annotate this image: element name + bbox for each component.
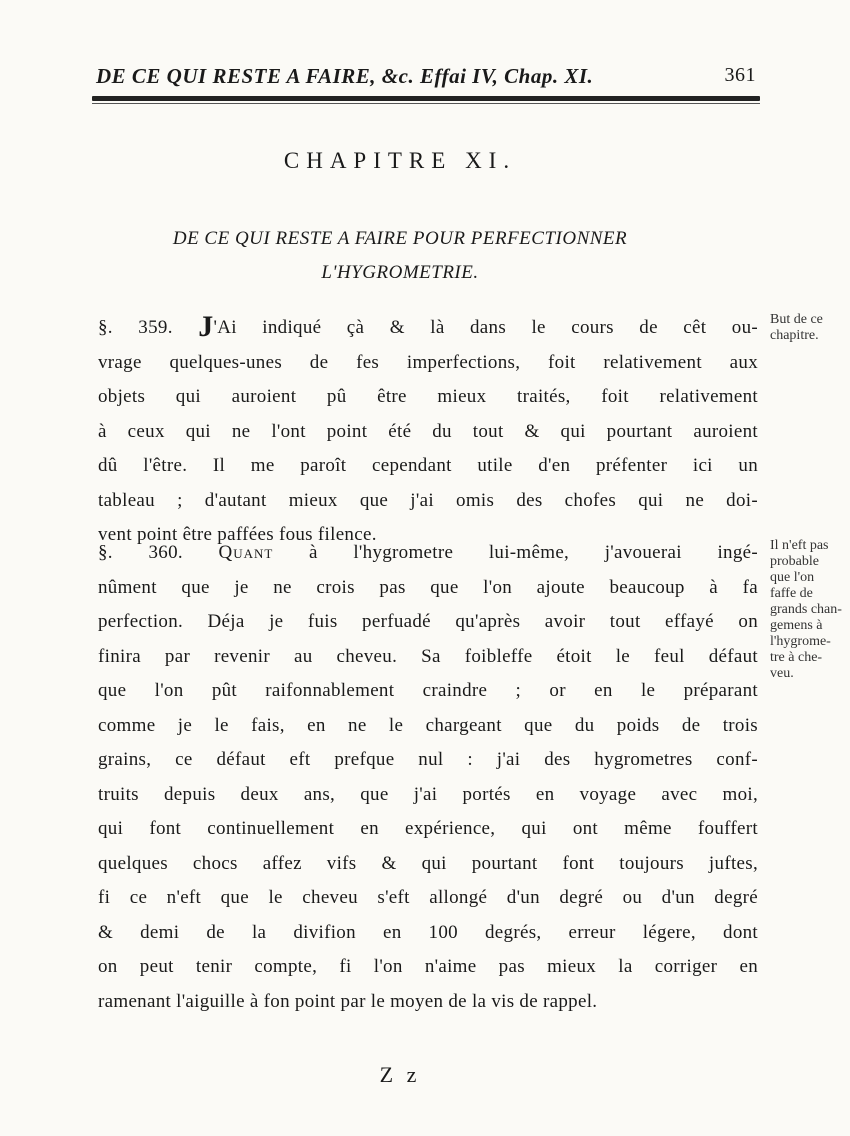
paragraph-359	[98, 310, 758, 553]
paragraph-line: §. 360. Quant à l'hygrometre lui-même, j'avouerai ingé-	[98, 542, 758, 563]
paragraph-line: à ceux qui ne l'ont point été du tout & qui pourtant auroient	[98, 420, 758, 442]
paragraph-line: grains, ce défaut eft prefque nul : j'ai des hygrometres conf-	[98, 749, 758, 770]
section-heading	[0, 222, 800, 290]
paragraph-line: comme je le fais, en ne le chargeant que du poids de trois	[98, 714, 758, 736]
paragraph-line: quelques chocs affez vifs & qui pourtant font toujours juftes,	[98, 852, 758, 874]
paragraph-line: dû l'être. Il me paroît cependant utile d'en préfenter ici un	[98, 455, 758, 476]
paragraph-line: §. 359. J'Ai indiqué çà & là dans le cours de cêt ou-	[98, 310, 758, 343]
margin-note-2: Il n'eft pas probable que l'on faffe de grands chan- gemens à l'hygrome- tre à che- veu.	[770, 538, 842, 681]
paragraph-line: fi ce n'eft que le cheveu s'eft allongé d'un degré ou d'un degré	[98, 887, 758, 908]
lead-word: Quant	[218, 542, 274, 563]
margin-note-1: But de ce chapitre.	[770, 312, 823, 343]
paragraph-line: finira par revenir au cheveu. Sa foibleffe étoit le feul défaut	[98, 645, 758, 667]
chapter-title: CHAPITRE XI.	[283, 148, 517, 173]
paragraph-line: tableau ; d'autant mieux que j'ai omis des chofes qui ne doi-	[98, 489, 758, 511]
paragraph-line: objets qui auroient pû être mieux traités, foit relativement	[98, 386, 758, 407]
header-rule	[92, 96, 760, 101]
section-heading-line-2: L'HYGROMETRIE.	[321, 262, 479, 283]
paragraph-line: vent point être paffées fous filence.	[98, 524, 377, 545]
paragraph-line: nûment que je ne crois pas que l'on ajoute beaucoup à fa	[98, 576, 758, 598]
section-heading-line-1: DE CE QUI RESTE A FAIRE POUR PERFECTIONNER	[172, 228, 628, 249]
running-head	[96, 64, 756, 89]
paragraph-line: ramenant l'aiguille à fon point par le moyen de la vis de rappel.	[98, 990, 598, 1012]
paragraph-line: que l'on pût raifonnablement craindre ; or en le préparant	[98, 680, 758, 701]
paragraph-line: on peut tenir compte, fi l'on n'aime pas mieux la corriger en	[98, 956, 758, 977]
section-number: §. 359.	[98, 317, 173, 338]
paragraph-360	[98, 536, 758, 1019]
drop-cap: J	[198, 310, 214, 343]
paragraph-line: qui font continuellement en expérience, qui ont même fouffert	[98, 818, 758, 839]
paragraph-line: vrage quelques-unes de fes imperfections, foit relativement aux	[98, 351, 758, 373]
section-number: §. 360.	[98, 542, 183, 563]
page-number: 361	[724, 64, 756, 86]
paragraph-line: truits depuis deux ans, que j'ai portés en voyage avec moi,	[98, 783, 758, 805]
paragraph-line: perfection. Déja je fuis perfuadé qu'après avoir tout effayé on	[98, 611, 758, 632]
paragraph-line: & demi de la divifion en 100 degrés, erreur légere, dont	[98, 921, 758, 943]
running-head-title: DE CE QUI RESTE A FAIRE, &c. Effai IV, Chap. XI.	[96, 64, 594, 88]
signature-mark: Z z	[379, 1062, 421, 1087]
